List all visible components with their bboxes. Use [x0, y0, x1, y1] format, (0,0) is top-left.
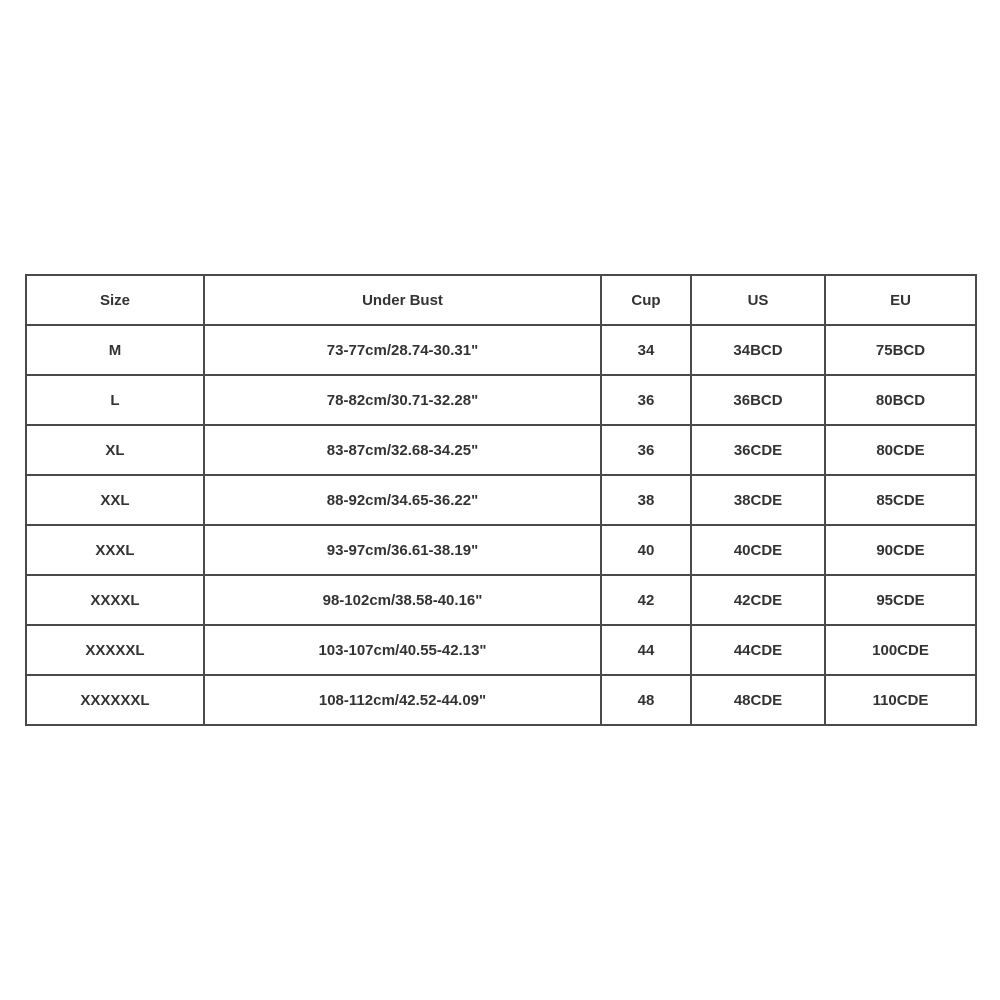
table-row: [26, 475, 976, 525]
header-under-bust: Under Bust: [204, 275, 601, 325]
cell-size: XL: [26, 425, 204, 475]
table-row: [26, 525, 976, 575]
table-row: [26, 675, 976, 725]
cell-size: XXXXXXL: [26, 675, 204, 725]
table-row: [26, 325, 976, 375]
cell-size: XXXXXL: [26, 625, 204, 675]
cell-eu: 80CDE: [825, 425, 976, 475]
cell-us: 44CDE: [691, 625, 825, 675]
cell-cup: 38: [601, 475, 691, 525]
cell-us: 36BCD: [691, 375, 825, 425]
header-size: Size: [26, 275, 204, 325]
size-chart-table: [25, 274, 977, 726]
cell-under-bust: 88-92cm/34.65-36.22": [204, 475, 601, 525]
cell-cup: 48: [601, 675, 691, 725]
cell-under-bust: 73-77cm/28.74-30.31": [204, 325, 601, 375]
table-row: [26, 425, 976, 475]
cell-size: XXXL: [26, 525, 204, 575]
cell-under-bust: 78-82cm/30.71-32.28": [204, 375, 601, 425]
cell-cup: 36: [601, 425, 691, 475]
cell-cup: 36: [601, 375, 691, 425]
table-row: [26, 375, 976, 425]
cell-size: M: [26, 325, 204, 375]
cell-eu: 75BCD: [825, 325, 976, 375]
cell-us: 36CDE: [691, 425, 825, 475]
cell-under-bust: 93-97cm/36.61-38.19": [204, 525, 601, 575]
cell-under-bust: 103-107cm/40.55-42.13": [204, 625, 601, 675]
cell-under-bust: 98-102cm/38.58-40.16": [204, 575, 601, 625]
cell-under-bust: 108-112cm/42.52-44.09": [204, 675, 601, 725]
cell-under-bust: 83-87cm/32.68-34.25": [204, 425, 601, 475]
cell-eu: 90CDE: [825, 525, 976, 575]
cell-us: 48CDE: [691, 675, 825, 725]
table-row: [26, 625, 976, 675]
cell-eu: 100CDE: [825, 625, 976, 675]
header-eu: EU: [825, 275, 976, 325]
header-us: US: [691, 275, 825, 325]
cell-cup: 42: [601, 575, 691, 625]
cell-size: XXXXL: [26, 575, 204, 625]
header-cup: Cup: [601, 275, 691, 325]
size-chart-body: [26, 325, 976, 725]
cell-us: 40CDE: [691, 525, 825, 575]
cell-cup: 44: [601, 625, 691, 675]
cell-cup: 34: [601, 325, 691, 375]
cell-eu: 85CDE: [825, 475, 976, 525]
header-row: [26, 275, 976, 325]
cell-eu: 110CDE: [825, 675, 976, 725]
cell-eu: 80BCD: [825, 375, 976, 425]
cell-cup: 40: [601, 525, 691, 575]
size-chart-header: [26, 275, 976, 325]
cell-us: 34BCD: [691, 325, 825, 375]
cell-size: L: [26, 375, 204, 425]
cell-us: 42CDE: [691, 575, 825, 625]
cell-size: XXL: [26, 475, 204, 525]
cell-eu: 95CDE: [825, 575, 976, 625]
cell-us: 38CDE: [691, 475, 825, 525]
table-row: [26, 575, 976, 625]
